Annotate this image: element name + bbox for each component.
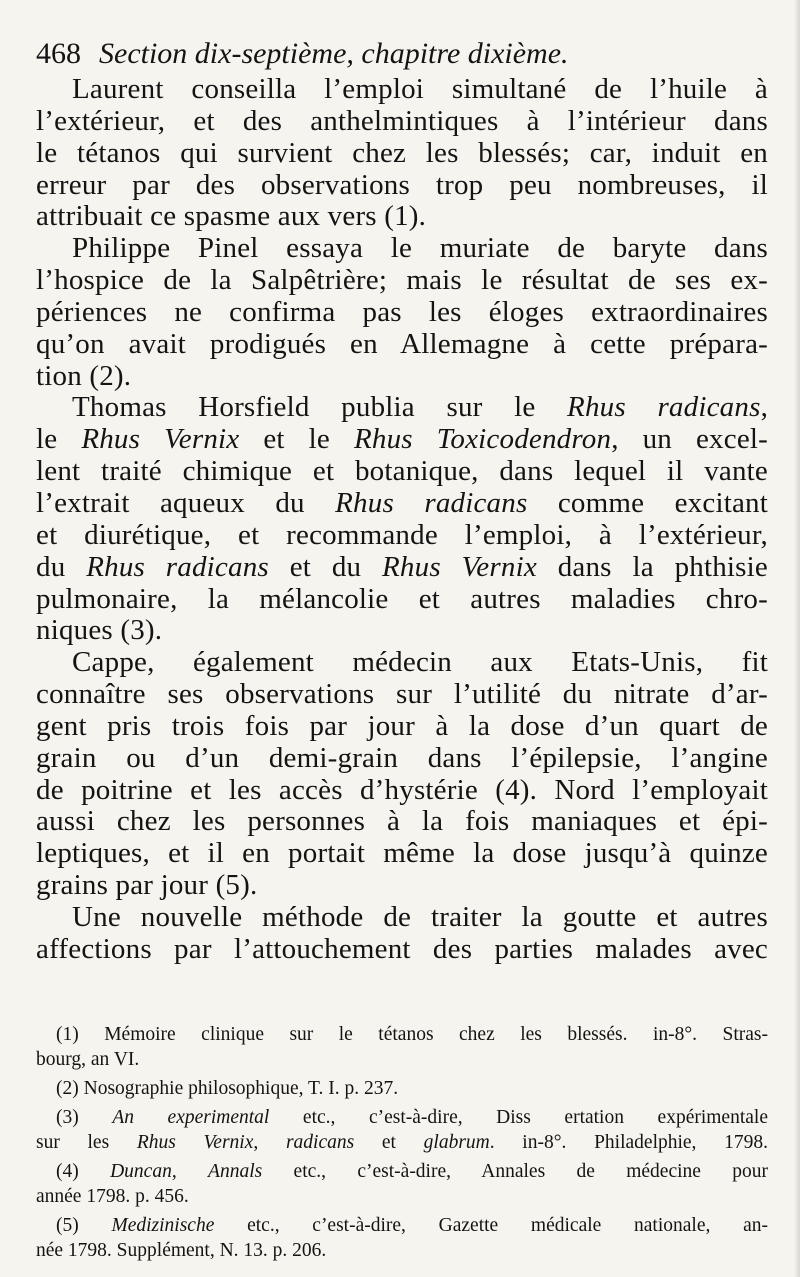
text-run: (4) [56, 1161, 111, 1182]
text-line: niques (3). [36, 614, 163, 647]
text-line: lent traité chimique et botanique, dans lequel il vante [36, 455, 768, 488]
species-name: glabrum [423, 1132, 490, 1153]
page-edge-shadow [794, 0, 800, 1277]
text-line: Philippe Pinel essaya le muriate de baryte dans [72, 232, 768, 265]
footnote-line [36, 1159, 768, 1184]
text-run: le [36, 423, 82, 456]
page-number: 468 [36, 37, 81, 70]
text-run: . in-8°. Philadelphie, 1798. [489, 1132, 768, 1153]
running-head [36, 34, 766, 74]
running-title: Section dix-septième, chapitre dixième. [99, 37, 569, 70]
work-title: Annals [208, 1161, 263, 1182]
text-run: sur les [36, 1132, 137, 1153]
text-line: Cappe, également médecin aux Etats-Unis, fit [72, 646, 768, 679]
text-run: etc., c’est-à-dire, Annales de médecine pour [262, 1161, 768, 1182]
text-line: affections par l’attouchement des parties malades avec [36, 932, 768, 965]
footnote-line [36, 1130, 768, 1155]
text-line: connaître ses observations sur l’utilité du nitrate d’ar- [36, 678, 768, 711]
text-line: qu’on avait prodigués en Allemagne à cette prépara- [36, 327, 768, 360]
footnote-line: née 1798. Supplément, N. 13. p. 206. [36, 1240, 327, 1261]
text-line: l’extérieur, et des anthelmintiques à l’intérieur dans [36, 104, 768, 137]
text-run: et du [268, 550, 383, 583]
work-title: Medizinische [111, 1215, 215, 1236]
footnote-line [36, 1105, 768, 1130]
species-name: Rhus Vernix [136, 1132, 254, 1153]
text-line: leptiques, et il en portait même la dose jusqu’à quinze [36, 837, 768, 870]
body-text [36, 74, 768, 966]
text-line: attribuait ce spasme aux vers (1). [36, 200, 427, 233]
text-line: l’hospice de la Salpêtrière; mais le résultat de ses ex- [36, 264, 768, 297]
text-line: pulmonaire, la mélancolie et autres maladies chro- [36, 582, 768, 615]
text-line: périences ne confirma pas les éloges extraordinaires [36, 295, 768, 328]
text-line: gent pris trois fois par jour à la dose d’un quart de [36, 709, 768, 742]
text-line [36, 488, 768, 520]
footnote-line: bourg, an VI. [36, 1049, 140, 1070]
footnote-line: (2) Nosographie philosophique, T. I. p. 237. [56, 1078, 399, 1099]
text-line: le tétanos qui survient chez les blessés; car, induit en [36, 136, 768, 169]
text-run: , un excel- [611, 423, 769, 456]
text-run: (3) [56, 1107, 113, 1128]
text-line: grains par jour (5). [36, 869, 258, 902]
text-run: etc., c’est-à-dire, Gazette médicale nationale, an- [214, 1215, 768, 1236]
footnotes [36, 1022, 768, 1263]
text-line: aussi chez les personnes à la fois maniaques et épi- [36, 805, 768, 838]
text-run: , [171, 1161, 209, 1182]
species-name: Rhus Vernix [382, 550, 537, 583]
text-run: comme excitant [527, 486, 768, 519]
text-line: grain ou d’un demi-grain dans l’épilepsie, l’angine [36, 741, 768, 774]
text-run: (5) [56, 1215, 112, 1236]
species-name: Rhus Toxicodendron [353, 423, 612, 456]
text-line: et diurétique, et recommande l’emploi, à l’extérieur, [36, 518, 768, 551]
text-line [36, 424, 768, 456]
species-name: Rhus Vernix [81, 423, 240, 456]
species-name: Rhus radicans [567, 391, 761, 424]
text-run: du [36, 550, 87, 583]
text-run: et [354, 1132, 424, 1153]
text-line: de poitrine et les accès d’hystérie (4). Nord l’employait [36, 773, 768, 806]
footnote-line: (1) Mémoire clinique sur le tétanos chez les blessés. in-8°. Stras- [56, 1024, 768, 1045]
species-name: Rhus radicans [335, 486, 528, 519]
text-run: , [253, 1132, 286, 1153]
species-name: radicans [285, 1132, 355, 1153]
text-line: tion (2). [36, 359, 132, 392]
text-run: et le [239, 423, 354, 456]
text-run: etc., c’est-à-dire, Diss ertation expérimentale [269, 1107, 768, 1128]
text-run: dans la phthisie [536, 550, 768, 583]
text-line: erreur par des observations trop peu nombreuses, il [36, 168, 768, 201]
work-title: An experimental [112, 1107, 270, 1128]
footnote-line: année 1798. p. 456. [36, 1186, 189, 1207]
species-name: Rhus radicans [86, 550, 269, 583]
text-line: Laurent conseilla l’emploi simultané de l’huile à [72, 73, 768, 105]
footnote-line [36, 1213, 768, 1238]
author-name: Duncan [110, 1161, 172, 1182]
text-run: , [760, 391, 769, 424]
text-line: Une nouvelle méthode de traiter la goutte et autres [72, 900, 768, 933]
text-line [36, 392, 768, 424]
text-line [36, 552, 768, 584]
text-run: l’extrait aqueux du [36, 486, 336, 519]
text-run: Thomas Horsfield publia sur le [72, 391, 568, 424]
